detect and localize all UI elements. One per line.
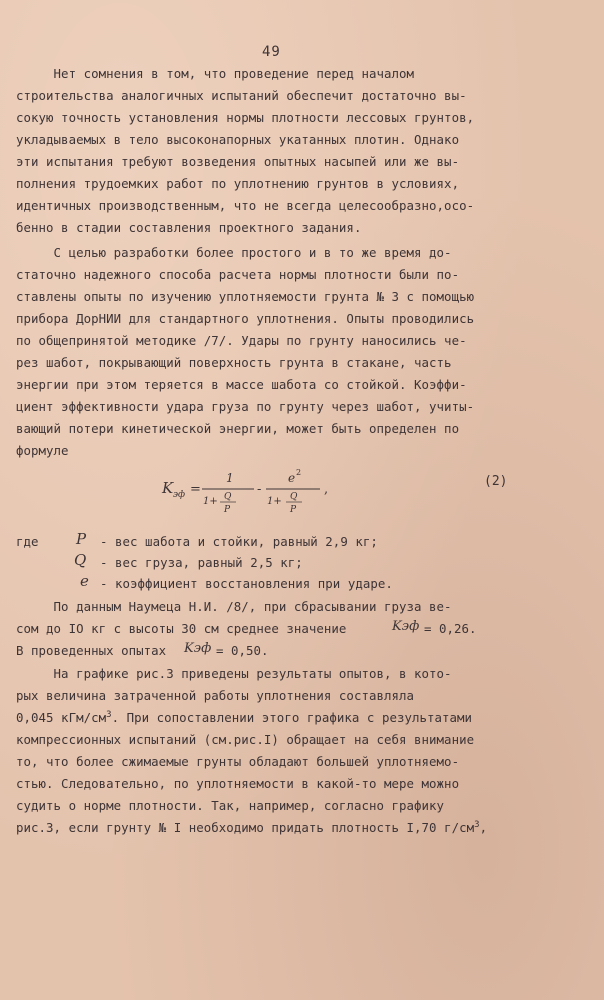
text-line: то, что более сжимаемые грунты обладают большей уплотняемо- (16, 754, 460, 769)
text-line: эти испытания требуют возведения опытных насыпей или же вы- (16, 154, 460, 169)
text-line: На графике рис.3 приведены результаты опытов, в кото- (16, 666, 452, 681)
formula-inner-num-1: Q (224, 492, 232, 502)
text-line: полнения трудоемких работ по уплотнению грунтов в условиях, (16, 176, 460, 191)
formula-numerator-2-sup: 2 (296, 468, 302, 477)
formula-numerator-1: 1 (226, 471, 234, 485)
text-line: ставлены опыты по изучению уплотняемости грунта № 3 с помощью (16, 289, 475, 304)
definition-symbol-e: e (80, 572, 89, 590)
keff-value-experiment: = 0,50. (216, 643, 269, 658)
formula-trailing-comma: , (324, 482, 329, 497)
text-line: прибора ДорНИИ для стандартного уплотнения. Опыты проводились (16, 311, 475, 326)
text-line (16, 820, 487, 836)
text-line: бенно в стадии составления проектного задания. (16, 220, 362, 235)
formula-numerator-2: e (288, 471, 296, 485)
definition-symbol-q: Q (74, 551, 87, 569)
formula-inner-den-2: P (290, 505, 297, 515)
page-number: 49 (262, 44, 281, 60)
work-value: 0,045 кГм/см (16, 710, 107, 725)
text-line: идентичных производственным, что не всегда целесообразно,осо- (16, 198, 475, 213)
text-fragment: рис.3, если грунту № I необходимо придать плотность I,70 г/см (16, 820, 475, 835)
definition-text: - коэффициент восстановления при ударе. (100, 576, 393, 591)
formula-keff (160, 462, 340, 520)
text-line: циент эффективности удара груза по грунту через шабот, учиты- (16, 399, 475, 414)
text-fragment: . При сопоставлении этого графика с результатами (111, 710, 473, 725)
density-unit-sup: 3 (474, 820, 480, 830)
keff-value-literature: = 0,26. (424, 621, 477, 636)
text-line: рых величина затраченной работы уплотнения составляла (16, 688, 415, 703)
text-line: статочно надежного способа расчета нормы плотности были по- (16, 267, 460, 282)
text-line: строительства аналогичных испытаний обеспечит достаточно вы- (16, 88, 467, 103)
text-line: по общепринятой методике /7/. Удары по грунту наносились че- (16, 333, 467, 348)
formula-lhs-subscript: эф (173, 490, 186, 500)
formula-lhs: K (162, 479, 174, 497)
text-line: судить о норме плотности. Так, например, согласно графику (16, 798, 445, 813)
formula-denominator-one-1: 1+ (203, 496, 218, 507)
text-line: формуле (16, 443, 69, 458)
text-line: укладываемых в тело высоконапорных укатанных плотин. Однако (16, 132, 460, 147)
keff-symbol: Kэф (392, 619, 420, 634)
text-line: С целью разработки более простого и в то же время до- (16, 245, 452, 260)
text-line (16, 710, 472, 726)
formula-inner-num-2: Q (290, 492, 298, 502)
text-line: По данным Наумеца Н.И. /8/, при сбрасывании груза ве- (16, 599, 452, 614)
work-unit-sup: 3 (106, 710, 112, 720)
definition-text: - вес шабота и стойки, равный 2,9 кг; (100, 534, 378, 549)
formula-inner-den-1: P (224, 505, 231, 515)
keff-symbol: Kэф (184, 641, 212, 656)
equation-number: (2) (484, 474, 508, 489)
formula-minus: - (257, 482, 262, 497)
text-line: вающий потери кинетической энергии, может быть определен по (16, 421, 460, 436)
text-line: компрессионных испытаний (см.рис.I) обращает на себя внимание (16, 732, 475, 747)
formula-equals: = (190, 482, 201, 497)
text-fragment: , (479, 820, 488, 835)
definition-prefix: где (16, 534, 39, 549)
text-line: Нет сомнения в том, что проведение перед началом (16, 66, 415, 81)
definition-symbol-p: P (76, 530, 87, 548)
definition-text: - вес груза, равный 2,5 кг; (100, 555, 303, 570)
text-line: рез шабот, покрывающий поверхность грунта в стакане, часть (16, 355, 452, 370)
text-line: сом до IO кг с высоты 30 см среднее значение (16, 621, 347, 636)
text-line: В проведенных опытах (16, 643, 167, 658)
text-line: энергии при этом теряется в массе шабота со стойкой. Коэффи- (16, 377, 467, 392)
formula-denominator-one-2: 1+ (267, 496, 282, 507)
text-line: стью. Следовательно, по уплотняемости в какой-то мере можно (16, 776, 460, 791)
text-line: сокую точность установления нормы плотности лессовых грунтов, (16, 110, 475, 125)
